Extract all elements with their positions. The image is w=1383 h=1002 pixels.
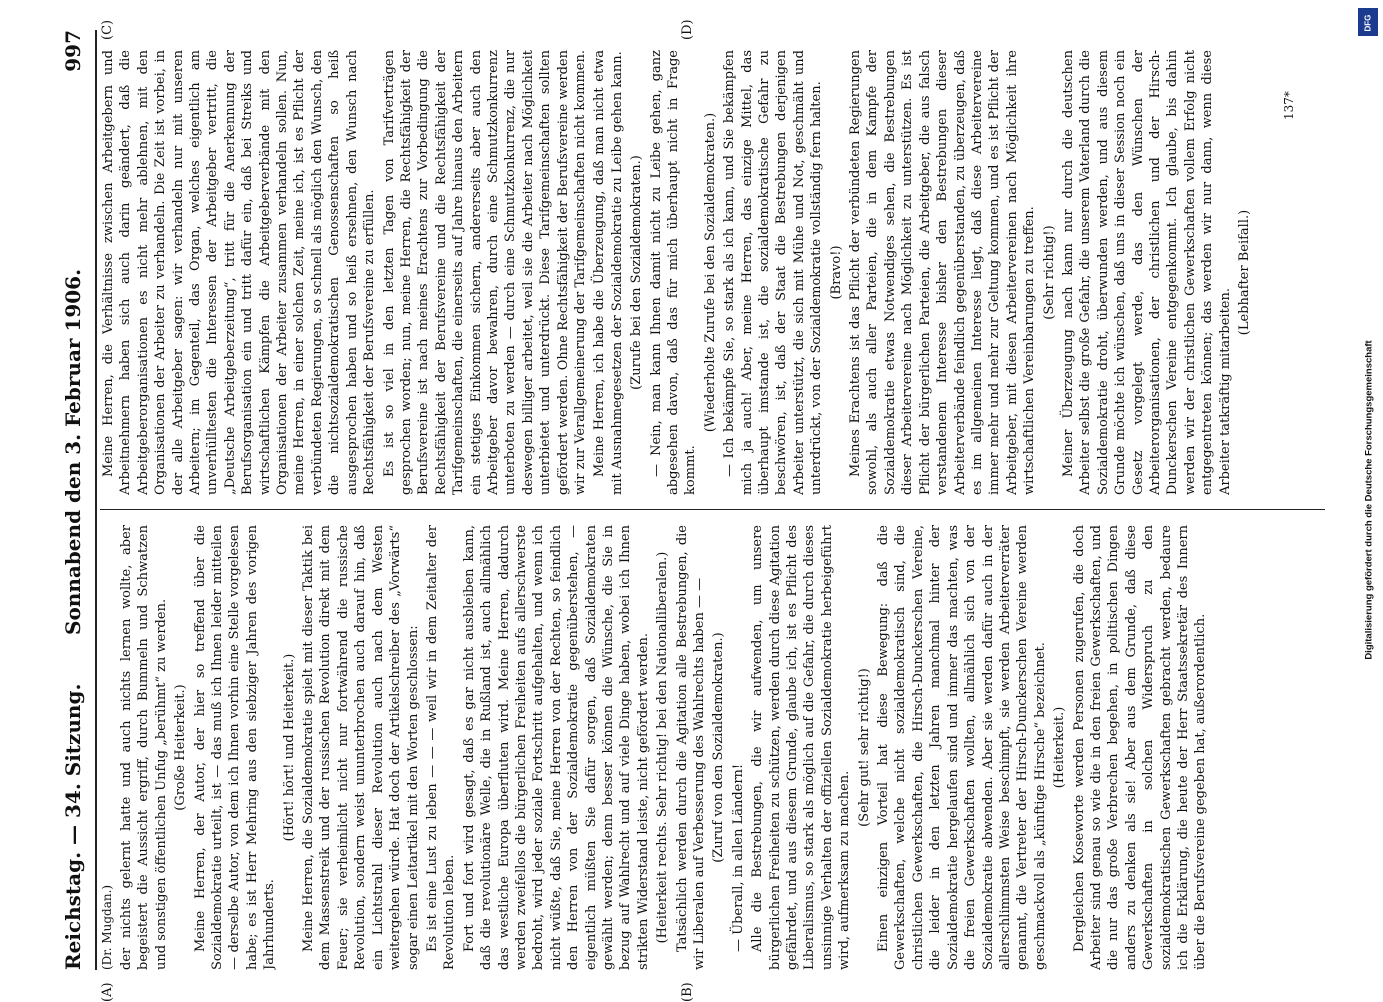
right-column	[100, 50, 1270, 495]
paragraph: der nichts gelernt hatte und auch nichts lernen wollte, aber begeistert die Aussicht ergriff, durch Bummeln und Schwatzen und sonstigen öffentlichen Unfug „berühmt“ zu werden.	[119, 525, 169, 970]
interjection: (Zuruf von den Sozialdemokraten.)	[711, 632, 727, 863]
margin-marker-b: (B)	[680, 982, 695, 1002]
speaker-tag: (Dr. Mugdan.)	[100, 884, 114, 970]
interjection: (Heiterkeit rechts. Sehr richtig! bei den Nationalliberalen.)	[655, 551, 671, 944]
interjection: (Lebhafter Beifall.)	[1237, 209, 1252, 336]
footer-mark: 137*	[1282, 91, 1296, 120]
page-header	[55, 30, 97, 970]
interjection: (Heiterkeit.)	[1052, 706, 1068, 789]
header-center: Sonnabend den 3. Februar 1906.	[61, 268, 85, 635]
paragraph: Meine Herren, die Verhältnisse zwischen Arbeitgebern und Arbeitnehmern haben sich auch darin geändert, daß die Arbeitgeberorganisationen es nicht mehr ablehnen, mit den Organisationen der Arbeiter zu verhandeln. Die Zeit ist vorbei, in der alle Arbeitgeber sagen: wir verhandeln nur mit unseren Arbeitern; im Gegenteil, das Organ, welches eigentlich am unverhülltesten die Interessen der Arbeitgeber vertritt, die „Deutsche Arbeitgeberzeitung“, tritt für die Anerkennung der Berufsorganisation ein und tritt dafür ein, daß bei Streiks und wirtschaftlichen Kämpfen die Arbeitgeberverbände mit den Organisationen der Arbeiter zusammen verhandeln sollen. Nun, meine Herren, in einer solchen Zeit, meine ich, ist es Pflicht der verbündeten Regierungen, so schnell als möglich den Wunsch, den die nichtsozialdemokratischen Genossenschaften so heiß ausgesprochen haben und so heiß ersehnen, den Wunsch nach Rechtsfähigkeit der Berufsvereine zu erfüllen.	[101, 50, 378, 495]
interjection: (Wiederholte Zurufe bei den Sozialdemokraten.)	[702, 112, 718, 433]
digitization-note: Digitalisierung gefördert durch die Deutsche Forschungsgemeinschaft	[1363, 340, 1375, 660]
page-number: 997	[61, 30, 85, 72]
header-left: Reichstag. — 34. Sitzung.	[61, 683, 85, 970]
paragraph: Fort und fort wird gesagt, daß es gar nicht ausbleiben kann, daß die revolutionäre Welle, die in Rußland ist, auch allmählich das westliche Europa überfluten wird. Meine Herren, dadurch werden zweifellos die bürgerlichen Freiheiten aufs allerschwerste bedroht, wird jeder soziale Fortschritt aufgehalten, und wenn ich nicht wüßte, daß Sie, meine Herren von der Rechten, so feindlich den Herren von der Sozialdemokratie gegenüberstehen, — eigentlich müßten Sie dafür sorgen, daß Sozialdemokraten gewählt werden; denn besser können die Wünsche, die Sie in bezug auf Wahlrecht und auf viele Dinge haben, wobei ich Ihnen strikten Widerstand leiste, nicht gefördert werden.	[461, 525, 651, 970]
paragraph: Einen einzigen Vorteil hat diese Bewegung: daß die Gewerkschaften, welche nicht sozialdemokratisch sind, die christlichen Gewerkschaften, die Hirsch-Dunckerschen Vereine, die leider in den letzten Jahren manchmal hinter der Sozialdemokratie hergelaufen sind und immer das machten, was die freien Gewerkschaften wollten, allmählich sich von der Sozialdemokratie abwenden. Aber sie werden dafür auch in der allerschlimmsten Weise beschimpft, sie werden Arbeiterverräter genannt, die Vertreter der Hirsch-Dunckerschen Vereine werden geschmackvoll als „künftige Hirsche“ bezeichnet.	[876, 525, 1048, 970]
margin-marker-d: (D)	[680, 19, 695, 40]
left-column	[118, 525, 1328, 970]
paragraph: — Nein, man kann Ihnen damit nicht zu Leibe gehen, ganz abgesehen davon, daß das für mich überhaupt nicht in Frage kommt.	[648, 50, 699, 495]
paragraph: Meine Herren, der Autor, der hier so treffend über die Sozialdemokratie urteilt, ist — das muß ich Ihnen leider mitteilen — derselbe Autor, von dem ich Ihnen vorhin eine Stelle vorgelesen habe; es ist Herr Mehring aus den siebziger Jahren des vorigen Jahrhunderts.	[192, 525, 278, 970]
paragraph: — Überall, in allen Ländern!	[730, 763, 746, 952]
quotation: Es ist eine Lust zu leben — — — weil wir in dem Zeitalter der Revolution leben.	[424, 525, 458, 970]
paragraph: Meine Herren, die Sozialdemokratie spielt mit dieser Taktik bei dem Massenstreik und der russischen Revolution direkt mit dem Feuer; sie verheimlicht nicht nur fortwährend die russische Revolution, sondern weist ununterbrochen auch darauf hin, daß ein Lichtstrahl dieser Revolution auch nach dem Westen weitergehen würde. Hat doch der Artikelschreiber des „Vorwärts“ sogar einen Leitartikel mit den Worten geschlossen:	[301, 525, 421, 970]
side-strip	[1355, 0, 1383, 1000]
interjection: (Bravo!)	[828, 245, 844, 300]
interjection: (Sehr richtig!)	[1041, 225, 1057, 320]
interjection: (Hört! hört! und Heiterkeit.)	[281, 653, 297, 842]
interjection: (Zurufe bei den Sozialdemokraten.)	[629, 155, 645, 390]
paragraph: Alle die Bestrebungen, die wir aufwenden, um unsere bürgerlichen Freiheiten zu schützen, werden durch diese Agitation gefährdet, und aus diesem Grunde, glaube ich, ist es Pflicht des Liberalismus, so stark als möglich auf die Gefahr, die durch dieses unsinnige Verhalten der offiziellen Sozialdemokratie herbeigeführt wird, aufmerksam zu machen.	[750, 525, 853, 970]
margin-marker-c: (C)	[100, 19, 115, 40]
paragraph: Meines Erachtens ist das Pflicht der verbündeten Regierungen sowohl, als auch aller Parteien, die in dem Kampfe der Sozialdemokratie etwas Notwendiges sehen, die Bestrebungen dieser Arbeitervereine nach Möglichkeit zu unterstützen. Es ist Pflicht der bürgerlichen Parteien, die Arbeitgeber, die aus falsch verstandenem Interesse bisher den Bestrebungen dieser Arbeiterverbände feindlich gegenüberstanden, zu überzeugen, daß es im allgemeinen Interesse liegt, daß diese Arbeitervereine immer mehr und mehr zur Geltung kommen, und es ist Pflicht der Arbeitgeber, mit diesen Arbeitervereinen nach Möglichkeit ihre wirtschaftlichen Vereinbarungen zu treffen.	[848, 50, 1038, 495]
paragraph: Meine Herren, ich habe die Überzeugung, daß man nicht etwa mit Ausnahmegesetzen der Sozialdemokratie zu Leibe gehen kann.	[592, 50, 625, 495]
dfg-logo-text: DFG	[1363, 14, 1373, 32]
margin-marker-a: (A)	[100, 982, 115, 1002]
paragraph: Dergleichen Koseworte werden Personen zugerufen, die doch Arbeiter sind genau so wie die in den freien Gewerkschaften, und die nur das große Verbrechen begehen, in politischen Dingen anders zu denken als sie! Aber aus dem Grunde, daß diese Gewerkschaften in solchen Widerspruch zu den sozialdemokratischen Gewerkschaften gebracht werden, bedaure ich die Erklärung, die heute der Herr Staatssekretär des Innern über die Berufsvereine gegeben hat, außerordentlich.	[1071, 525, 1209, 970]
column-divider	[100, 509, 1325, 510]
interjection: (Sehr gut! sehr richtig!)	[856, 668, 872, 827]
dfg-logo	[1358, 8, 1378, 36]
paragraph: — Ich bekämpfe Sie, so stark als ich kann, und Sie bekämpfen mich ja auch! Aber, meine Herren, das einzige Mittel, das überhaupt imstande ist, die sozialdemokratische Gefahr zu beschwören, ist, daß der Staat die Bestrebungen derjenigen Arbeiter unterstützt, die sich mit Mühe und Not, geschmäht und unterdrückt, von der Sozialdemokratie vollständig fern halten.	[722, 50, 825, 495]
paragraph: Es ist so viel in den letzten Tagen von Tarifverträgen gesprochen worden; nun, meine Herren, die Rechtsfähigkeit der Berufsvereine ist nach meines Erachtens zur Vorbedingung die Rechtsfähigkeit der Berufsvereine und die Rechtsfähigkeit der Tarifgemeinschaften, die einerseits auf Jahre hinaus den Arbeitern ein stetiges Einkommen sichern, andererseits aber auch den Arbeitgeber davor bewahren, durch eine Schmutzkonkurrenz unterboten zu werden — durch eine Schmutzkonkurrenz, die nur deswegen billiger arbeitet, weil sie die Arbeiter nach Möglichkeit unterbietet und unterdrückt. Diese Tarifgemeinschaften sollten gefördert werden. Ohne Rechtsfähigkeit der Berufsvereine werden wir zur Verallgemeinerung der Tarifgemeinschaften nicht kommen.	[381, 50, 588, 495]
interjection: (Große Heiterkeit.)	[173, 684, 189, 811]
paragraph: Meiner Überzeugung nach kann nur durch die deutschen Arbeiter selbst die große Gefahr, die unserem Vaterland durch die Sozialdemokratie droht, überwunden werden, und aus diesem Grunde möchte ich wünschen, daß uns in dieser Session noch ein Gesetz vorgelegt werde, das den Wünschen der Arbeiterorganisationen, der christlichen und der Hirsch-Dunckerschen Vereine entgegenkommt. Ich glaube, bis dahin werden wir der christlichen Gewerkschaften vollem Erfolg nicht entgegentreten können; das werden wir nur dann, wenn diese Arbeiter tatkräftig mitarbeiten.	[1060, 50, 1233, 495]
paragraph: Tatsächlich werden durch die Agitation alle Bestrebungen, die wir Liberalen auf Verbesserung des Wahlrechts haben — —	[674, 525, 707, 970]
